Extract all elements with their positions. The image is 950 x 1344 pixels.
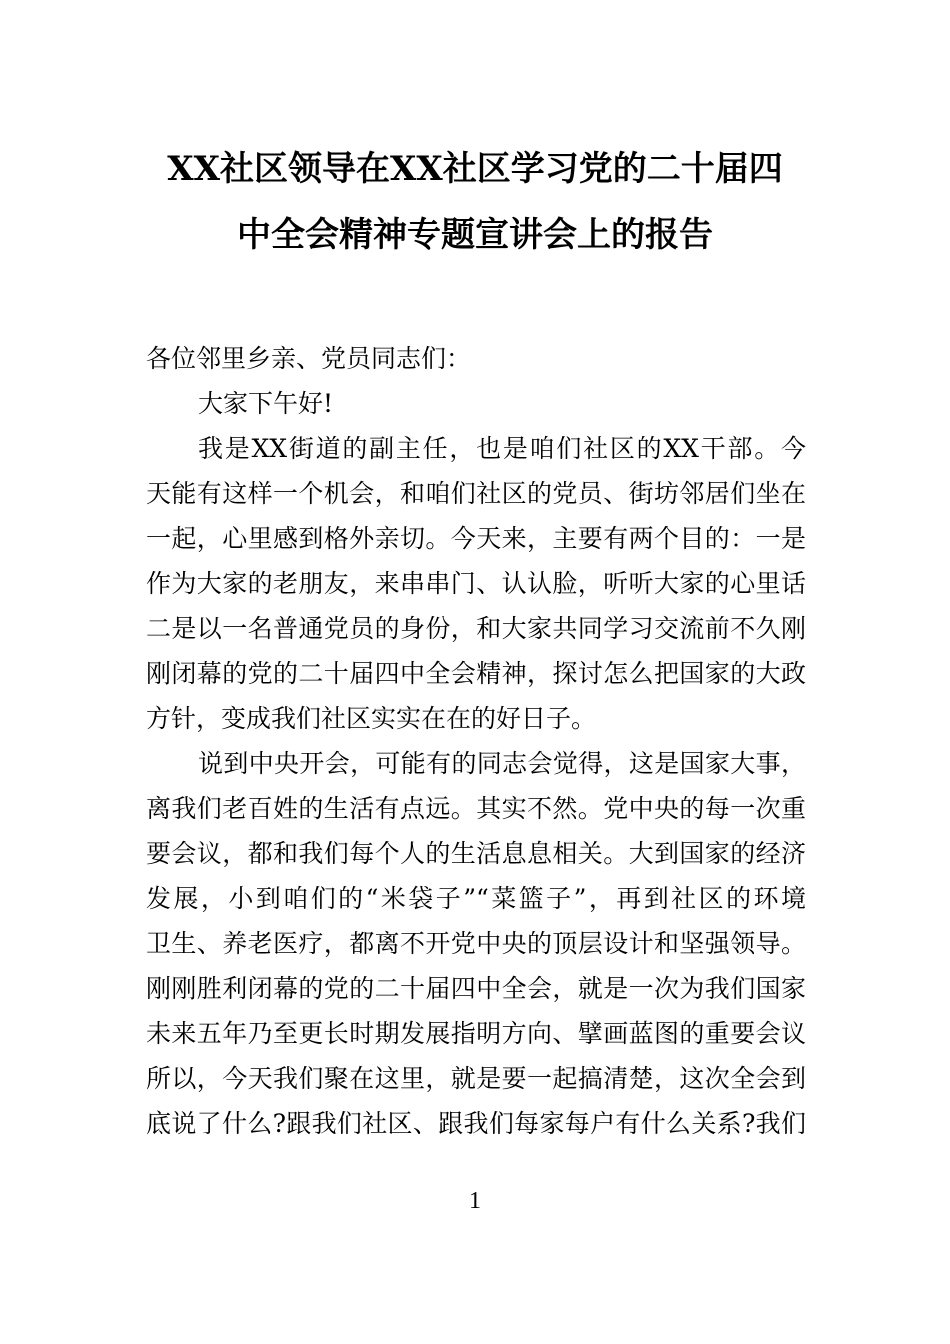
paragraph	[146, 336, 806, 381]
text-line: 大家下午好!	[198, 389, 334, 418]
text-line: 一起，心里感到格外亲切。今天来，主要有两个目的：一是	[146, 524, 806, 553]
text-line: 我是XX街道的副主任，也是咱们社区的XX干部。今	[198, 434, 806, 463]
document-title	[140, 136, 810, 268]
text-line: 各位邻里乡亲、党员同志们：	[146, 344, 472, 373]
text-line: 说到中央开会，可能有的同志会觉得，这是国家大事，	[198, 749, 806, 778]
text-line: 未来五年乃至更长时期发展指明方向、擘画蓝图的重要会议	[146, 1019, 806, 1048]
text-line: 所以，今天我们聚在这里，就是要一起搞清楚，这次全会到	[146, 1064, 806, 1093]
text-line: 二是以一名普通党员的身份，和大家共同学习交流前不久刚	[146, 614, 806, 643]
text-line: 刚刚胜利闭幕的党的二十届四中全会，就是一次为我们国家	[146, 974, 806, 1003]
text-line: 方针，变成我们社区实实在在的好日子。	[146, 704, 597, 733]
title-line: 中全会精神专题宣讲会上的报告	[237, 215, 713, 255]
text-line: 发展，小到咱们的“米袋子”“菜篮子”，再到社区的环境	[146, 884, 806, 913]
text-line: 离我们老百姓的生活有点远。其实不然。党中央的每一次重	[146, 794, 806, 823]
document-body	[146, 336, 806, 1146]
text-line: 卫生、养老医疗，都离不开党中央的顶层设计和坚强领导。	[146, 929, 806, 958]
text-line: 作为大家的老朋友，来串串门、认认脸，听听大家的心里话	[146, 569, 806, 598]
paragraph	[146, 381, 806, 426]
page-number: 1	[469, 1188, 481, 1214]
title-line: XX社区领导在XX社区学习党的二十届四	[167, 149, 783, 189]
text-line: 底说了什么?跟我们社区、跟我们每家每户有什么关系?我们	[146, 1109, 806, 1138]
paragraph	[146, 426, 806, 741]
text-line: 要会议，都和我们每个人的生活息息相关。大到国家的经济	[146, 839, 806, 868]
text-line: 刚闭幕的党的二十届四中全会精神，探讨怎么把国家的大政	[146, 659, 806, 688]
paragraph	[146, 741, 806, 1146]
text-line: 天能有这样一个机会，和咱们社区的党员、街坊邻居们坐在	[146, 479, 806, 508]
